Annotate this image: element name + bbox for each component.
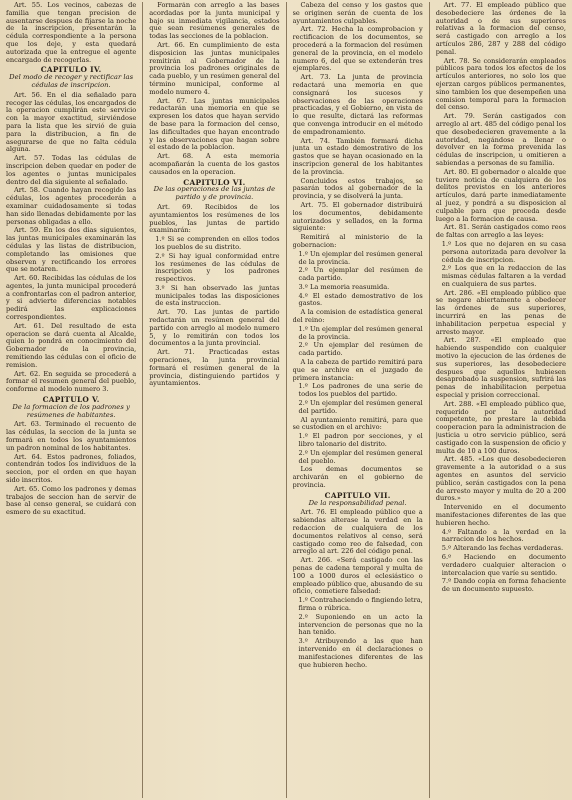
paragraph: Art. 74. También formará dicha junta un estado demostrativo de los gastos que se hayan ocasionado en la inscripcion general de los habitantes de la provincia.: [292, 136, 423, 176]
paragraph: Art. 287. «El empleado que habiendo suspendido con cualquier motivo la ejecucion de las órdenes de sus superiores, las desobedeciere despues que aquellos hubiesen desaprobado la suspension, sufrirá las penas de inhabilitacion perpetua especial y prision correccional.: [435, 336, 566, 400]
paragraph: Art. 70. Las juntas de partido redactarán un resúmen general del partido con arreglo al modelo numero 5, y lo remitirán con todos los documentos a la junta provincial.: [149, 308, 280, 348]
paragraph: Art. 72. Hecha la comprobacion y rectificacion de los documentos, se procederá a la formacion del resúmen general de la provincia, en el modelo numero 6, del que se extenderán tres ejemplares.: [292, 25, 423, 73]
paragraph: Art. 61. Del resultado de esta operacion se dará cuenta al Alcalde, quien lo pondrá en conocimiento del Gobernador de la provincia, remitiendo las cédulas con el oficio de remision.: [6, 321, 137, 369]
list-item: 1.º Si se comprenden en ellos todos los pueblos de su distrito.: [155, 235, 280, 251]
list-item: 3.º La memoria reasumida.: [298, 282, 390, 291]
paragraph: Art. 57. Todas las cédulas de inscripcion deben quedar en poder de los agentes o juntas municipales dentro del dia siguiente al señalado.: [6, 154, 137, 186]
paragraph: Concluidos estos trabajos, se pasarán todos al gobernador de la provincia, y se disolverá la junta.: [292, 176, 423, 201]
paragraph: Art. 68. A esta memoria acompañarán la cuenta de los gastos causados en la operacion.: [149, 152, 280, 176]
paragraph: Art. 58. Cuando hayan recogido las cédulas, los agentes procederán a examinar cuidadosamente si todas han sido llenadas debidamente por las personas obligadas a ello.: [6, 186, 137, 226]
paragraph: Cabeza del censo y los gastos que se originen serán de cuenta de los ayuntamientos culpables.: [292, 2, 423, 25]
list-item: 4.º El estado demostrativo de los gastos.: [298, 291, 423, 308]
list: [293, 433, 423, 465]
chapter-heading: CAPITULO VI.: [183, 177, 246, 187]
paragraph: Los demas documentos se archivarán en el gobierno de provincia.: [292, 465, 423, 490]
chapter-subtitle: De las operaciones de las juntas de partido y de provincia.: [153, 185, 276, 202]
column-3: [293, 2, 423, 798]
list-item: 1.º El padron por secciones, y el libro talonario del distrito.: [298, 432, 423, 449]
list-item: 3.º Atribuyendo a las que han intervenido en él declaraciones o manifestaciones diferentes de las que hubieren hecho.: [298, 637, 423, 669]
list-item: 2.º Un ejemplar del resúmen de cada partido.: [298, 266, 423, 283]
list-item: 1.º Los padrones de una serie de todos los pueblos del partido.: [298, 382, 423, 399]
paragraph: Art. 79. Serán castigados con arreglo al art. 485 del código penal los que desobedecieren gravemente a la autoridad, negándose a llenar o devolver en la forma prevenida las cédulas de inscripcion, u omitieren a sabiendas a personas de su familia.: [435, 112, 566, 167]
paragraph: Art. 76. El empleado público que a sabiendas alterase la verdad en la redaccion de cualquiera de los documentos relativos al censo, será castigado como reo de falsedad, con arreglo al art. 226 del código penal.: [292, 508, 423, 556]
chapter-subtitle: De la formacion de los padrones y resúmenes de habitantes.: [12, 402, 130, 419]
paragraph: Art. 62. En seguida se procederá a formar el resumen general del pueblo, conforme al modelo numero 3.: [6, 369, 137, 394]
paragraph: Art. 485. «Los que desobedecieren gravemente a la autoridad o a sus agentes en asuntos del servicio público, serán castigados con la pena de arresto mayor y multa de 20 a 200 duros.»: [435, 455, 566, 503]
column-1: [6, 2, 136, 798]
chapter-heading: CAPITULO IV.: [40, 65, 102, 75]
paragraph: Art. 288. «El empleado público que, requerido por la autoridad competente, no prestare la debida cooperacion para la administracion de justicia u otro servicio público, será castigado con la suspension de oficio y multa de 10 a 100 duros.: [435, 399, 566, 455]
column-4: [436, 2, 566, 798]
paragraph: Art. 56. En el dia señalado para recoger las cédulas, los encargados de la operacion cumplirán este servicio con la mayor exactitud, sirviéndose para la lista que les sirvió de guia para la distribucion, a fin de asegurarse de que no falta cédula alguna.: [6, 90, 137, 154]
paragraph: Art. 59. En los dos dias siguientes, las juntas municipales examinarán las cédulas y las listas de distribucion, completando las omisiones que observen y rectificando los errores que se notaren.: [6, 226, 137, 274]
text-columns: [6, 2, 566, 798]
paragraph: Art. 55. Los vecinos, cabezas de familia que tengan precision de ausentarse despues de fijarse la noche de la inscripcion, presentarán la cédula correspondiente a la persona que los deje, y esta quedará autorizada que la entregue el agente encargado de recogerlas.: [6, 2, 137, 64]
list: [436, 241, 566, 289]
paragraph: Art. 80. El gobernador o alcalde que tuviere noticia de cualquiera de los delitos previstos en los anteriores artículos, dará parte inmediatamente al juez, y pondrá a su disposicion al culpable para que proceda desde luego a la formacion de causa.: [435, 167, 566, 223]
paragraph: Art. 266. «Será castigado con las penas de cadena temporal y multa de 100 a 1000 duros el eclesiástico o empleado público que, abusando de su oficio, cometiere falsedad:: [292, 556, 423, 596]
list: [436, 529, 566, 594]
paragraph: Al ayuntamiento remitirá, para que se custodien en el archivo:: [292, 415, 423, 432]
list-item: 1.º Los que no dejaren en su casa persona autorizada para devolver la cédula de inscripcion.: [441, 239, 566, 264]
list-item: 3.º Si han observado las juntas municipales todas las disposiciones de esta instruccion.: [155, 283, 280, 308]
list: [293, 251, 423, 309]
list-item: 1.º Un ejemplar del resúmen general de la provincia.: [298, 249, 423, 266]
column-rule: [142, 2, 143, 798]
paragraph: A la comision de estadística general del reino:: [292, 308, 423, 325]
list-item: 5.º Alterando las fechas verdaderas.: [441, 544, 564, 553]
paragraph: Art. 64. Estos padrones, foliados, contendrán todos los individuos de la seccion, por el orden en que hayan sido inscritos.: [6, 452, 137, 485]
paragraph: Art. 71. Practicadas estas operaciones, la junta provincial formará el resúmen general de la provincia, distinguiendo partidos y ayuntamientos.: [149, 348, 280, 388]
paragraph: Art. 286. «El empleado público que se negare abiertamente a obedecer las órdenes de sus superiores, incurrirá en las penas de inhabilitacion perpetua especial y arresto mayor.: [435, 288, 566, 336]
list-item: 4.º Faltando a la verdad en la narracion de los hechos.: [441, 527, 566, 544]
list-item: 6.º Haciendo en documento verdadero cualquier alteracion o intercalacion que varíe su sentido.: [441, 552, 566, 577]
paragraph: Art. 60. Recibidas las cédulas de los agentes, la junta municipal procederá a confrontarlas con el padron anterior, y si advierte diferencias notables pedirá las explicaciones correspondientes.: [6, 274, 137, 322]
paragraph: Formarán con arreglo a las bases acordadas por la junta municipal y bajo su inmediata vigilancia, estados que sean resúmenes generales de todas las secciones de la poblacion.: [149, 2, 280, 41]
list: [293, 383, 423, 415]
list-item: 1.º Un ejemplar del resúmen general de la provincia.: [298, 324, 423, 341]
list-item: 7.º Dando copia en forma fehaciente de un documento supuesto.: [441, 577, 566, 594]
paragraph: Art. 81. Serán castigados como reos de faltas con arreglo a las leyes:: [435, 223, 566, 240]
list-item: 2.º Los que en la redaccion de las mismas cédulas faltaren a la verdad en cualquiera de sus partes.: [441, 264, 566, 288]
column-rule: [286, 2, 287, 798]
paragraph: Art. 75. El gobernador distribuirá los documentos, debidamente autorizados y sellados, en la forma siguiente:: [292, 200, 423, 233]
paragraph: Remitirá al ministerio de la gobernacion:: [292, 233, 423, 249]
paragraph: Art. 73. La junta de provincia redactará una memoria en que consignará los sucesos y observaciones de las operaciones practicadas, y el Gobierno, en vista de lo que resulte, dictará las reformas que convenga introducir en el método de empadronamiento.: [292, 73, 423, 136]
paragraph: Art. 65. Como los padrones y demas trabajos de seccion han de servir de base al censo general, se cuidará con esmero de su exactitud.: [6, 484, 137, 517]
list-item: 2.º Suponiendo en un acto la intervencion de personas que no la han tenido.: [298, 612, 423, 637]
paragraph: A la cabeza de partido remitirá para que se archive en el juzgado de primera instancia:: [292, 358, 423, 382]
paragraph: Art. 67. Las juntas municipales redactarán una memoria en que se expresen los datos que hayan servido de base para la formacion del censo, las dificultades que hayan encontrado y las observaciones que hagan sobre el estado de la poblacion.: [149, 96, 280, 152]
chapter-subtitle: De la responsabilidad penal.: [308, 498, 407, 507]
list: [293, 326, 423, 358]
paragraph: Intervenido en el documento manifestaciones diferentes de las que hubieren hecho.: [435, 503, 566, 527]
list-item: 2.º Si hay igual conformidad entre los resúmenes de las cédulas de inscripcion y los padrones respectivos.: [155, 251, 280, 284]
list-item: 2.º Un ejemplar del resúmen general del pueblo.: [298, 448, 423, 465]
list-item: 2.º Un ejemplar del resúmen de cada partido.: [298, 341, 423, 358]
list-item: 2.º Un ejemplar del resúmen general del partido.: [298, 399, 423, 415]
paragraph: Art. 66. En cumplimiento de esta disposicion las juntas municipales remitirán al Gobernador de la provincia los padrones originales de cada pueblo, y un resúmen general del término municipal, conforme al modelo numero 4.: [149, 40, 280, 96]
column-2: [149, 2, 279, 798]
paragraph: Art. 77. El empleado público que desobedeciere las órdenes de la autoridad o de sus superiores relativas a la formacion del censo, será castigado con arreglo a los artículos 286, 287 y 288 del código penal.: [435, 2, 566, 56]
list: [149, 236, 279, 308]
column-rule: [429, 2, 430, 798]
list-item: 1.º Contrahaciendo o fingiendo letra, firma o rúbrica.: [298, 596, 423, 612]
list: [293, 597, 423, 669]
chapter-heading: CAPITULO V.: [42, 395, 100, 405]
paragraph: Art. 78. Se considerarán empleados públicos para todos los efectos de los artículos anteriores, no solo los que ejerzan cargos públicos permanentes, sino tambien los que desempeñen una comision temporal para la formacion del censo.: [435, 56, 566, 112]
chapter-heading: CAPITULO VII.: [324, 490, 391, 500]
paragraph: Art. 63. Terminado el recuento de las cédulas, la seccion de la junta se formará en todos los ayuntamientos un padron nominal de los habitantes.: [6, 420, 137, 452]
paragraph: Art. 69. Recibidos de los ayuntamientos los resúmenes de los pueblos, las juntas de partido examinarán:: [149, 202, 280, 235]
chapter-subtitle: Del modo de recoger y rectificar las cédulas de inscripcion.: [9, 73, 134, 89]
